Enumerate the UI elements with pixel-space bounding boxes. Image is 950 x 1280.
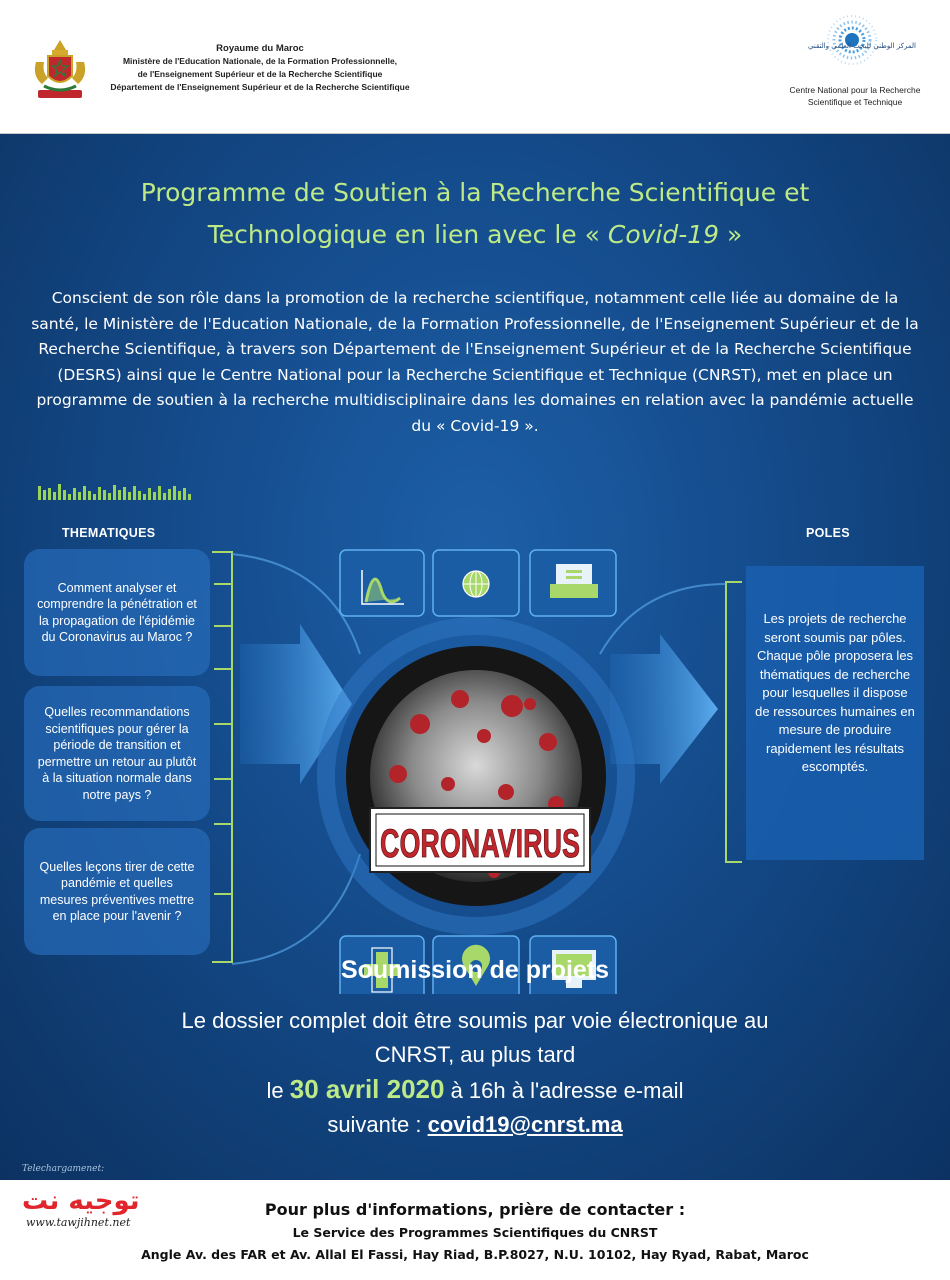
main-panel xyxy=(0,134,950,1180)
email-prefix: suivante : xyxy=(327,1112,428,1137)
ministry-line: Département de l'Enseignement Supérieur et de la Recherche Scientifique xyxy=(110,82,410,92)
ministry-line: Ministère de l'Education Nationale, de la Formation Professionnelle, xyxy=(122,56,398,66)
date-prefix: le xyxy=(266,1078,290,1103)
title-covid: Covid-19 xyxy=(607,220,720,249)
coronavirus-banner: CORONAVIRUS xyxy=(380,822,580,866)
printer-tile-icon xyxy=(550,564,598,598)
poles-label: POLES xyxy=(806,526,850,540)
title-line-1: Programme de Soutien à la Recherche Scientifique et xyxy=(140,178,810,207)
thematique-card: Quelles recommandations scientifiques pour gérer la période de transition et permettre un retour au plutôt à la situation normale dans notre pays ? xyxy=(24,686,210,821)
title-line-2-prefix: Technologique en lien avec le « xyxy=(207,220,608,249)
equalizer-decoration xyxy=(38,484,191,500)
thematique-card: Quelles leçons tirer de cette pandémie et quelles mesures préventives mettre en place pour l'avenir ? xyxy=(24,828,210,955)
contact-heading: Pour plus d'informations, prière de contacter : xyxy=(264,1200,686,1219)
thematique-card: Comment analyser et comprendre la pénétration et la propagation de l'épidémie du Coronavirus au Maroc ? xyxy=(24,549,210,676)
submission-date-line xyxy=(150,1072,800,1108)
footer xyxy=(0,1164,950,1280)
submission-email-line xyxy=(150,1108,800,1142)
title-line-2 xyxy=(40,214,910,256)
header xyxy=(0,0,950,134)
page-title xyxy=(40,172,910,256)
ministry-block xyxy=(100,42,420,94)
contact-service: Le Service des Programmes Scientifiques du CNRST xyxy=(292,1225,658,1240)
intro-paragraph: Conscient de son rôle dans la promotion de la recherche scientifique, notamment celle liée au domaine de la santé, le Ministère de l'Education Nationale, de la Formation Professionnelle, de l'Enseignement Supérieur et de la Recherche Scientifique, à travers son Département de l'Enseignement Supérieur et de la Recherche Scientifique (DESRS) ainsi que le Centre National pour la Recherche Scientifique et Technique (CNRST), met en place un programme de soutien à la recherche multidisciplinaire dans les domaines en relation avec la pandémie actuelle du « Covid-19 ». xyxy=(31,289,919,435)
date-suffix: à 16h à l'adresse e-mail xyxy=(444,1078,684,1103)
morocco-coat-of-arms-icon xyxy=(30,36,90,102)
email-link[interactable]: covid19@cnrst.ma xyxy=(427,1112,623,1137)
tawjihnet-url[interactable]: www.tawjihnet.net xyxy=(26,1216,131,1229)
thematiques-label: THEMATIQUES xyxy=(62,526,156,540)
download-label: Telechargamenet: xyxy=(22,1164,105,1174)
cnrst-name: Centre National pour la Recherche Scientifique et Technique xyxy=(789,85,921,107)
tawjihnet-logo: توجيه نت xyxy=(22,1186,140,1216)
poles-panel: Les projets de recherche seront soumis par pôles. Chaque pôle proposera les thématiques de recherche pour lesquelles il dispose de ressources humaines en mesure de produire rapidement les résultats escomptés. xyxy=(746,566,924,860)
contact-address: Angle Av. des FAR et Av. Allal El Fassi, Hay Riad, B.P.8027, N.U. 10102, Hay Ryad, Rabat, Maroc xyxy=(141,1247,809,1262)
cnrst-arabic-name: المركز الوطني للبحث العلمي والتقني xyxy=(808,42,916,50)
deadline-date: 30 avril 2020 xyxy=(289,1074,445,1104)
ministry-line: Royaume du Maroc xyxy=(216,43,304,54)
submission-title: Soumission de projets xyxy=(340,956,610,984)
ministry-line: de l'Enseignement Supérieur et de la Recherche Scientifique xyxy=(137,69,383,79)
submission-text xyxy=(150,1004,800,1142)
contact-block xyxy=(120,1198,830,1266)
submission-line: Le dossier complet doit être soumis par voie électronique au CNRST, au plus tard xyxy=(181,1008,769,1067)
title-line-2-suffix: » xyxy=(719,220,743,249)
globe-tile-icon xyxy=(463,571,489,597)
